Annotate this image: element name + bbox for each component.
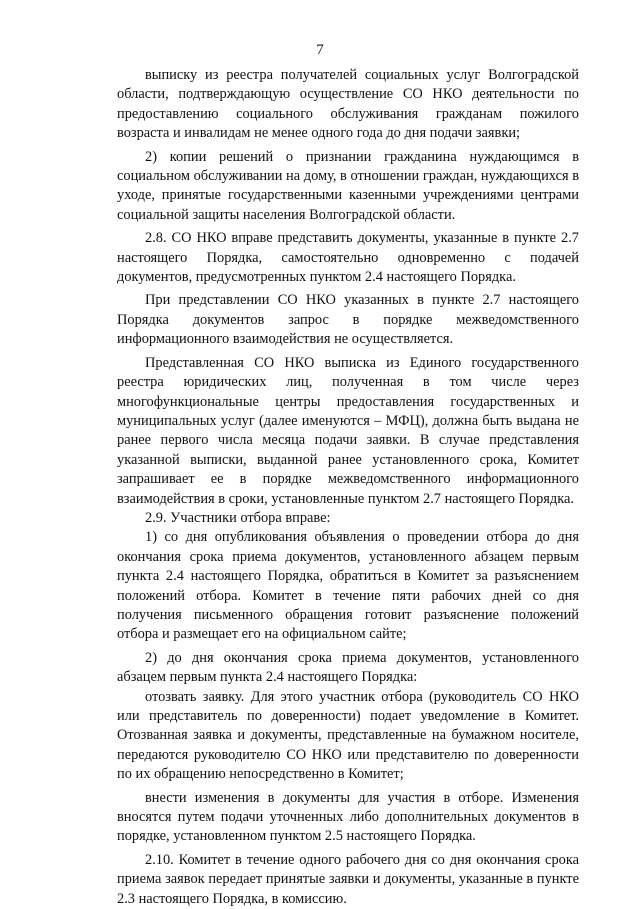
- paragraph-2-9-item-1: 1) со дня опубликования объявления о проведении отбора до дня окончания срока приема документов, установленного абзацем первым пункта 2.4 настоящего Порядка, обратиться в Комитет за разъяснением положений отбора. Комитет в течение пяти рабочих дней со дня получения письменного обращения готовит разъяснение положений отбора и размещает его на официальном сайте;: [117, 529, 579, 643]
- page-number: 7: [316, 42, 324, 58]
- paragraph-2-9: 2.9. Участники отбора вправе:: [145, 509, 331, 526]
- paragraph-2-10: 2.10. Комитет в течение одного рабочего дня со дня окончания срока приема заявок передает принятые заявки и документы, указанные в пункте 2.3 настоящего Порядка, в комиссию.: [117, 851, 579, 907]
- paragraph-2-8: 2.8. СО НКО вправе представить документы, указанные в пункте 2.7 настоящего Порядка, самостоятельно одновременно с подачей документов, предусмотренных пунктом 2.4 настоящего Порядка.: [117, 230, 579, 286]
- paragraph-item-2-copies: 2) копии решений о признании гражданина нуждающимся в социальном обслуживании на дому, в отношении граждан, нуждающихся в уходе, принятые государственными казенными учреждениями центрами социальной защиты населения Волгоградской области.: [117, 148, 579, 223]
- paragraph-extract-register: выписку из реестра получателей социальных услуг Волгоградской области, подтверждающую осуществление СО НКО деятельности по предоставлению социального обслуживания гражданам пожилого возраста и инвалидам не менее одного года до дня подачи заявки;: [117, 67, 579, 142]
- paragraph-withdraw-application: отозвать заявку. Для этого участник отбора (руководитель СО НКО или представитель по доверенности) подает уведомление в Комитет. Отозванная заявка и документы, представленные на бумажном носителе, передаются руководителю СО НКО или представителю по доверенности по их обращению непосредственно в Комитет;: [117, 688, 579, 783]
- paragraph-no-request: При представлении СО НКО указанных в пункте 2.7 настоящего Порядка документов запрос в порядке межведомственного информационного взаимодействия не осуществляется.: [117, 292, 579, 348]
- paragraph-make-changes: внести изменения в документы для участия в отборе. Изменения вносятся путем подачи уточненных либо дополнительных документов в порядке, установленном пунктом 2.5 настоящего Порядка.: [117, 789, 579, 845]
- document-body: [117, 66, 579, 909]
- paragraph-2-9-item-2: 2) до дня окончания срока приема документов, установленного абзацем первым пункта 2.4 настоящего Порядка:: [117, 649, 579, 686]
- paragraph-egrul-extract: Представленная СО НКО выписка из Единого государственного реестра юридических лиц, полученная в том числе через многофункциональные центры предоставления государственных и муниципальных услуг (далее именуются – МФЦ), должна быть выдана не ранее первого числа месяца подачи заявки. В случае представления указанной выписки, выданной ранее установленного срока, Комитет запрашивает ее в порядке межведомственного информационного взаимодействия в сроки, установленные пунктом 2.7 настоящего Порядка.: [117, 354, 579, 507]
